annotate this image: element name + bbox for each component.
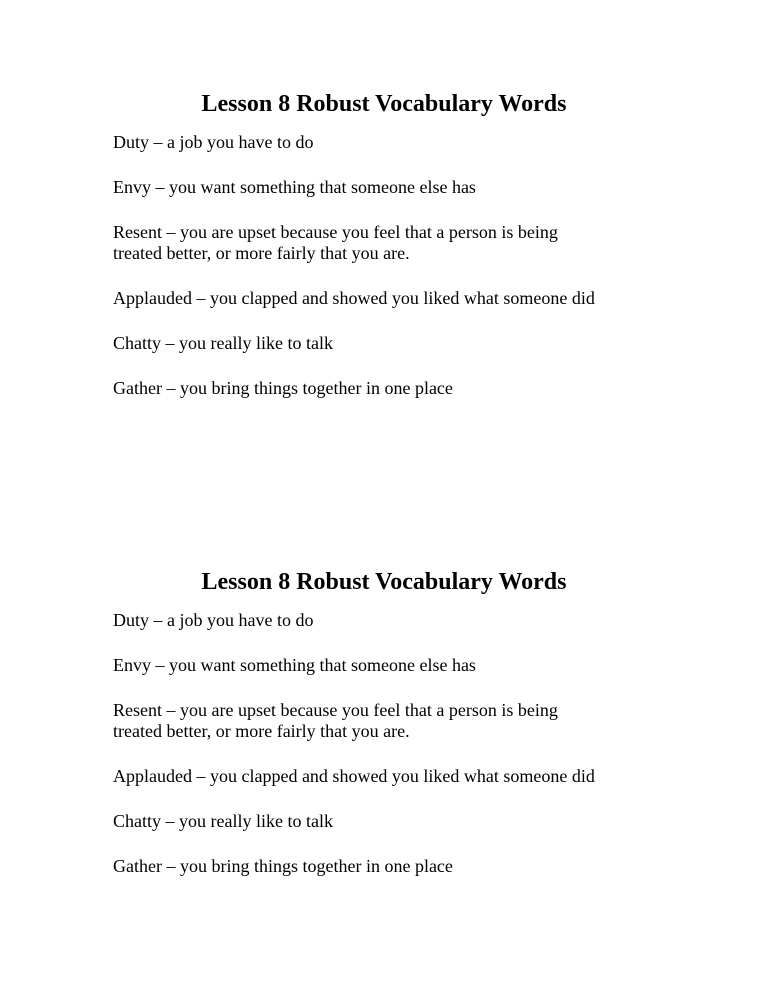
- section-title: Lesson 8 Robust Vocabulary Words: [201, 91, 567, 117]
- vocabulary-section-2: [113, 566, 693, 901]
- vocab-entry-resent: Resent – you are upset because you feel that a person is being treated better, or more fairly that you are.: [113, 222, 558, 263]
- vocab-entry-duty: Duty – a job you have to do: [113, 610, 314, 630]
- vocabulary-section-1: [113, 88, 693, 423]
- vocab-entry-envy: Envy – you want something that someone else has: [113, 177, 476, 197]
- vocab-entry-envy: Envy – you want something that someone else has: [113, 655, 476, 675]
- section-title: Lesson 8 Robust Vocabulary Words: [201, 569, 567, 595]
- vocab-entry-gather: Gather – you bring things together in one place: [113, 856, 453, 876]
- vocab-entry-duty: Duty – a job you have to do: [113, 132, 314, 152]
- vocab-entry-resent: Resent – you are upset because you feel that a person is being treated better, or more fairly that you are.: [113, 700, 558, 741]
- vocab-entry-chatty: Chatty – you really like to talk: [113, 333, 333, 353]
- vocab-entry-gather: Gather – you bring things together in one place: [113, 378, 453, 398]
- vocab-entry-applauded: Applauded – you clapped and showed you liked what someone did: [113, 288, 595, 308]
- vocab-entry-chatty: Chatty – you really like to talk: [113, 811, 333, 831]
- vocab-entry-applauded: Applauded – you clapped and showed you liked what someone did: [113, 766, 595, 786]
